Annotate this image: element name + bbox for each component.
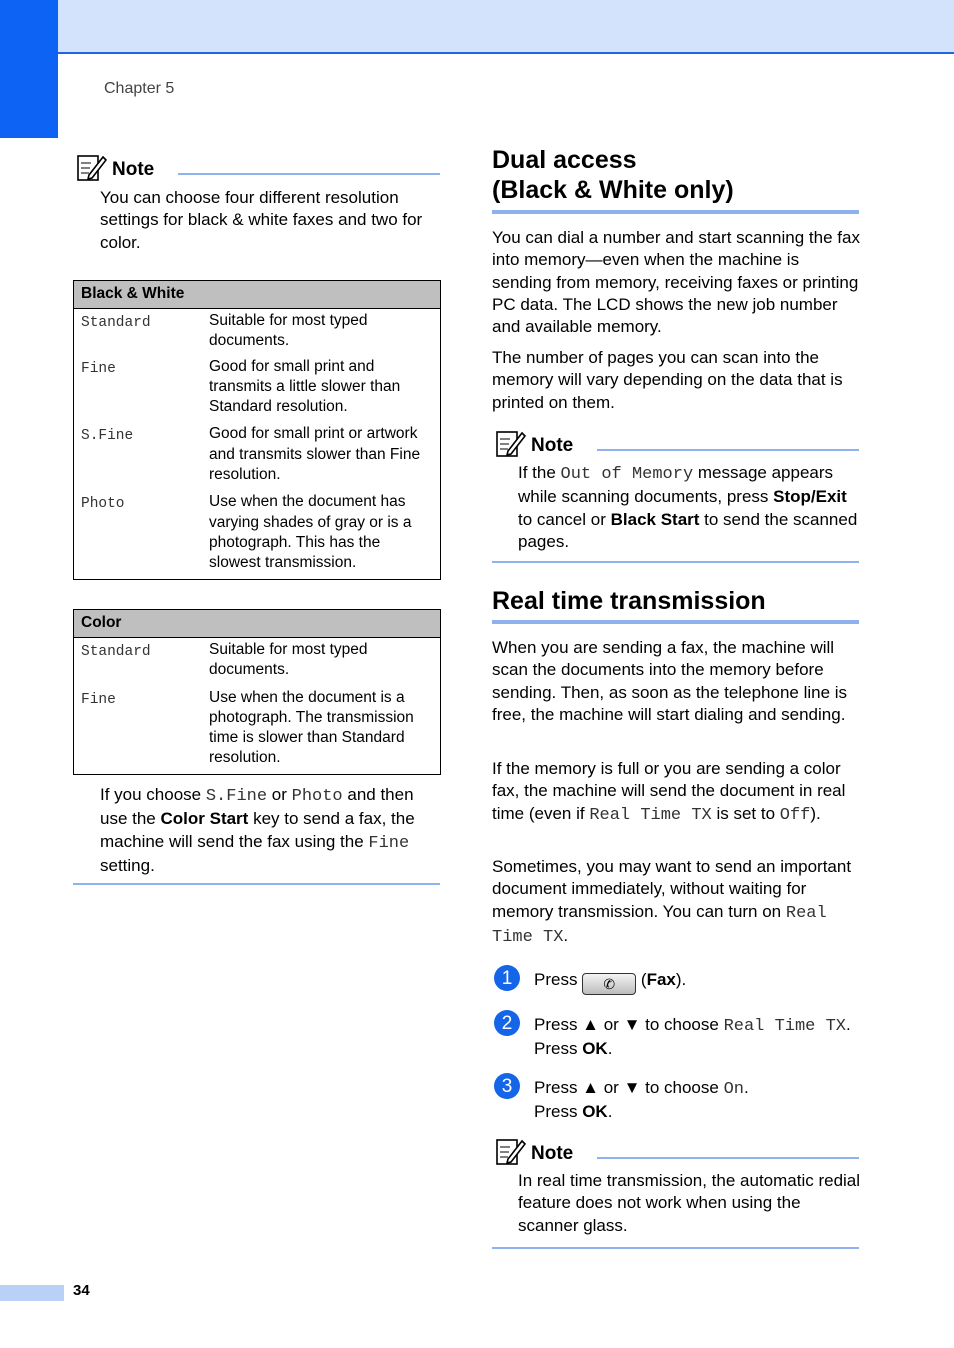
text-run: . bbox=[607, 1039, 613, 1059]
note-text: You can choose four different resolution settings for black & white faxes and two for color. bbox=[100, 188, 423, 252]
resolution-desc: Suitable for most typed documents. bbox=[209, 312, 368, 350]
resolution-key: S.Fine bbox=[81, 428, 134, 445]
text-run: . bbox=[563, 925, 569, 945]
text-run: is set to bbox=[711, 803, 780, 823]
realtime-paragraph-2 bbox=[492, 758, 862, 827]
text-run: Press bbox=[534, 970, 583, 989]
section-rule bbox=[492, 210, 859, 214]
table-row bbox=[74, 638, 441, 688]
text-run: If you choose bbox=[100, 785, 206, 804]
table-row bbox=[74, 309, 441, 357]
lcd-text: Fine bbox=[368, 833, 410, 853]
step-2-text bbox=[534, 1014, 864, 1061]
realtime-note-text: In real time transmission, the automatic redial feature does not work when using the scanner glass. bbox=[518, 1171, 861, 1235]
table-row bbox=[74, 424, 441, 492]
resolution-desc: Suitable for most typed documents. bbox=[209, 641, 368, 679]
key-name: Stop/Exit bbox=[773, 487, 847, 507]
bw-resolution-table bbox=[73, 280, 441, 580]
lcd-text: Real Time TX bbox=[589, 805, 712, 825]
resolution-key: Standard bbox=[81, 644, 151, 660]
text-run: and then use the bbox=[100, 785, 414, 829]
table-row bbox=[74, 688, 441, 775]
text-run: setting. bbox=[100, 855, 155, 875]
note-end-rule bbox=[73, 883, 440, 885]
lcd-text: Out of Memory bbox=[560, 465, 694, 484]
text-run: . bbox=[845, 1015, 851, 1034]
text-run: ). bbox=[810, 803, 821, 823]
lcd-text: Off bbox=[779, 805, 811, 825]
table-row bbox=[74, 492, 441, 579]
text-run: ( bbox=[636, 970, 647, 989]
section-title-dual-access bbox=[492, 145, 862, 205]
dual-note-text bbox=[518, 462, 863, 553]
step-number: 3 bbox=[494, 1073, 520, 1099]
text-run: If the memory is full or you are sending a color fax, the machine will send the document in real time (even if bbox=[492, 759, 846, 823]
text-run: . bbox=[607, 1102, 613, 1122]
table-header: Color bbox=[74, 610, 441, 638]
resolution-desc: Use when the document is a photograph. The transmission time is slower than Standard resolution. bbox=[209, 688, 414, 767]
table-row bbox=[74, 357, 441, 425]
dual-paragraph-1: You can dial a number and start scanning the fax into memory—even when the machine is sending from memory, receiving faxes or printing PC data. The LCD shows the new job number and available memory. bbox=[492, 228, 860, 337]
resolution-desc: Use when the document has varying shades of gray or is a photograph. This has the slowest transmission. bbox=[209, 493, 412, 572]
note-header bbox=[495, 429, 861, 463]
note-pencil-icon bbox=[76, 153, 108, 183]
text-run: to cancel or bbox=[518, 509, 611, 529]
page-number-band bbox=[0, 1285, 64, 1301]
step-number: 1 bbox=[494, 965, 520, 991]
step-1-text bbox=[534, 969, 864, 995]
key-name: OK bbox=[582, 1039, 608, 1059]
text-run: Press bbox=[534, 1039, 583, 1059]
note-header bbox=[495, 1137, 861, 1171]
dual-paragraph-2: The number of pages you can scan into the memory will vary depending on the data that is printed on them. bbox=[492, 348, 843, 412]
text-run: Press bbox=[534, 1102, 583, 1122]
color-resolution-table bbox=[73, 609, 441, 775]
note-title: Note bbox=[112, 159, 155, 180]
lcd-text: On bbox=[723, 1080, 744, 1099]
text-run: key to send a fax, the machine will send the fax using the bbox=[100, 809, 415, 851]
note-title: Note bbox=[531, 435, 574, 456]
resolution-desc: Good for small print or artwork and transmits slower than Fine resolution. bbox=[209, 425, 421, 484]
realtime-paragraph-3 bbox=[492, 856, 862, 949]
text-run: Press ▲ or ▼ to choose bbox=[534, 1078, 724, 1097]
resolution-desc: Good for small print and transmits a little slower than Standard resolution. bbox=[209, 357, 401, 416]
lcd-text: Photo bbox=[291, 787, 343, 806]
note-pencil-icon bbox=[495, 1137, 527, 1167]
title-line: (Black & White only) bbox=[492, 176, 734, 204]
title-line: Dual access bbox=[492, 146, 637, 174]
note-end-rule bbox=[492, 561, 859, 563]
resolution-key: Standard bbox=[81, 315, 151, 331]
page-number: 34 bbox=[73, 1282, 90, 1299]
key-name: Color Start bbox=[160, 809, 249, 829]
text-run: or bbox=[267, 785, 292, 804]
note-pencil-icon bbox=[495, 429, 527, 459]
key-name: Fax bbox=[646, 970, 676, 989]
table-header: Black & White bbox=[74, 281, 441, 309]
key-name: OK bbox=[582, 1102, 608, 1122]
lcd-text: Real Time TX bbox=[723, 1017, 846, 1036]
resolution-key: Fine bbox=[81, 691, 116, 708]
step-3-text bbox=[534, 1077, 864, 1124]
section-title-real-time: Real time transmission bbox=[492, 587, 766, 615]
text-run: to send the scanned pages. bbox=[518, 509, 858, 551]
chapter-tab bbox=[0, 0, 58, 138]
section-rule bbox=[492, 620, 859, 624]
text-run: message appears while scanning documents, press bbox=[518, 463, 834, 507]
key-name: Black Start bbox=[610, 509, 700, 529]
text-run: If the bbox=[518, 463, 561, 482]
text-run: Sometimes, you may want to send an important document immediately, without waiting for memory transmission. You can turn on bbox=[492, 857, 852, 921]
realtime-paragraph-1: When you are sending a fax, the machine will scan the documents into the memory before sending. Then, as soon as the telephone line is free, the machine will start dialing and sending. bbox=[492, 638, 848, 724]
text-run: . bbox=[743, 1078, 749, 1097]
text-run: Press ▲ or ▼ to choose bbox=[534, 1015, 724, 1034]
note-header bbox=[76, 153, 442, 187]
chapter-label: Chapter 5 bbox=[104, 80, 175, 97]
color-start-paragraph bbox=[100, 784, 440, 877]
text-run: ). bbox=[675, 970, 687, 989]
resolution-key: Fine bbox=[81, 360, 116, 377]
header-band bbox=[58, 0, 954, 54]
note-title: Note bbox=[531, 1143, 574, 1164]
lcd-text: Real Time TX bbox=[492, 903, 827, 947]
resolution-key: Photo bbox=[81, 496, 125, 513]
step-number: 2 bbox=[494, 1010, 520, 1036]
fax-key-icon[interactable]: ✆ bbox=[582, 973, 636, 995]
note-end-rule bbox=[492, 1247, 859, 1249]
lcd-text: S.Fine bbox=[205, 787, 268, 806]
